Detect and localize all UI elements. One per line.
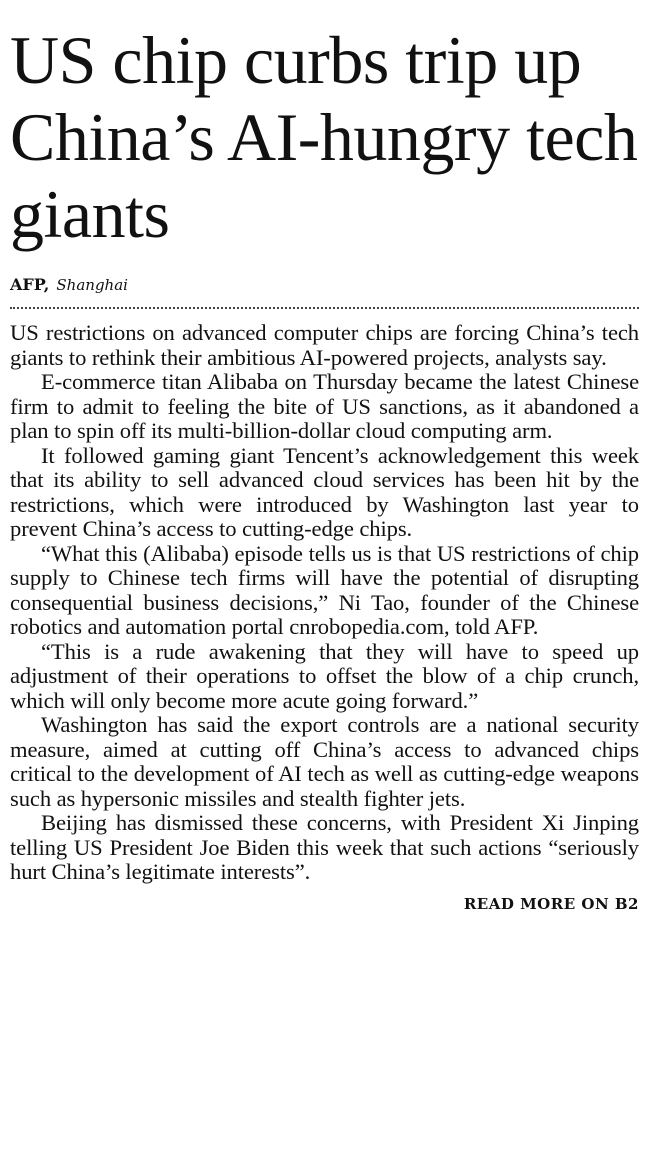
byline-location: Shanghai [56,276,128,294]
byline [10,275,639,295]
dotted-divider [10,307,639,309]
paragraph: “This is a rude awakening that they will have to speed up adjustment of their operations to offset the blow of a chip crunch, which will only become more acute going forward.” [10,638,639,713]
paragraph: It followed gaming giant Tencent’s acknowledgement this week that its ability to sell advanced cloud services has been hit by the restrictions, which were introduced by Washington last year to prevent China’s access to cutting-edge chips. [10,442,639,541]
article-body [10,321,639,885]
read-more-link[interactable]: READ MORE ON B2 [463,894,639,913]
paragraph: “What this (Alibaba) episode tells us is that US restrictions of chip supply to Chinese tech firms will have the potential of disrupting consequential business decisions,” Ni Tao, founder of the Chinese robotics and automation portal cnrobopedia.com, told AFP. [10,540,639,639]
paragraph: E-commerce titan Alibaba on Thursday became the latest Chinese firm to admit to feeling the bite of US sanctions, as it abandoned a plan to spin off its multi-billion-dollar cloud computing arm. [10,369,639,443]
headline: US chip curbs trip up China’s AI-hungry tech giants [10,22,638,252]
paragraph: Washington has said the export controls are a national security measure, aimed at cutting off China’s access to advanced chips critical to the development of AI tech as well as cutting-edge weapons such as hypersonic missiles and stealth fighter jets. [10,712,639,811]
byline-agency: AFP, [10,275,50,294]
paragraph: US restrictions on advanced computer chips are forcing China’s tech giants to rethink their ambitious AI-powered projects, analysts say. [10,320,639,370]
paragraph: Beijing has dismissed these concerns, with President Xi Jinping telling US President Joe Biden this week that such actions “seriously hurt China’s legitimate interests”. [10,810,639,884]
